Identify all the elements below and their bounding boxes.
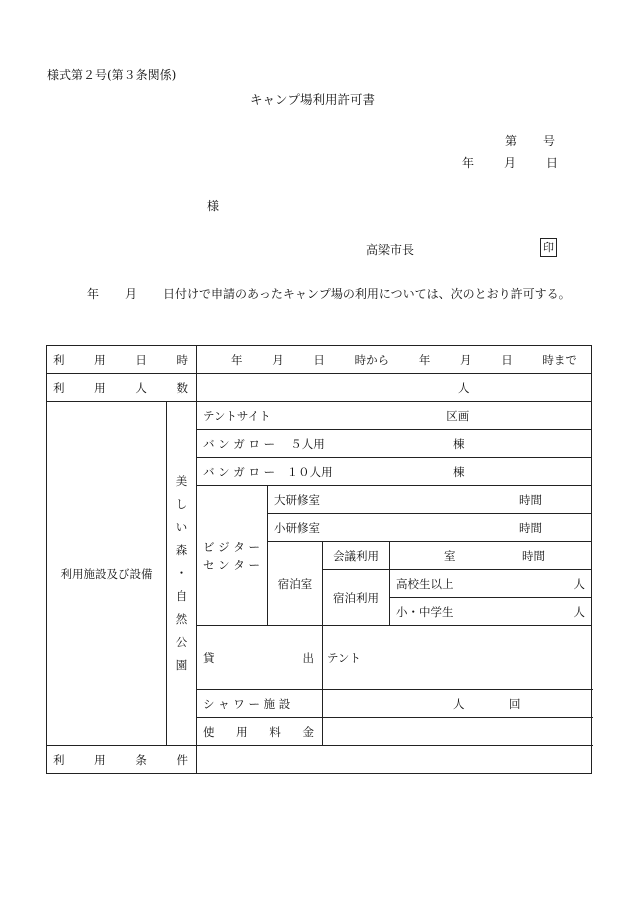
addressee-suffix: 様: [207, 199, 220, 213]
shower-people-unit: 人: [453, 696, 465, 711]
elementary-unit: 人: [573, 604, 585, 619]
document-number-line: [505, 132, 555, 149]
statement-month: 月: [125, 287, 138, 301]
tent-site-label: テントサイト: [203, 408, 271, 423]
shower-value[interactable]: [323, 690, 592, 718]
elementary-cell[interactable]: [390, 598, 592, 626]
elementary-label: 小・中学生: [396, 604, 454, 619]
large-room-unit: 時間: [519, 492, 542, 507]
statement-text: 日付けで申請のあったキャンプ場の利用については、次のとおり許可する。: [163, 287, 571, 301]
high-school-cell[interactable]: [390, 570, 592, 598]
row-conditions: [47, 746, 592, 774]
rental-item-cell[interactable]: [323, 626, 592, 690]
issuer-name: 高梁市長: [366, 243, 415, 257]
shower-times-unit: 回: [509, 696, 521, 711]
permission-statement: [47, 283, 592, 306]
bungalow-10-cell[interactable]: [197, 458, 592, 486]
issue-date-line: [462, 154, 558, 171]
row-user-count: [47, 374, 592, 402]
date-year: 年: [462, 156, 475, 170]
label-usage-datetime: 利 用 日 時: [47, 346, 197, 374]
seal-mark: 印: [540, 238, 557, 257]
form-number: 様式第２号(第３条関係): [47, 68, 177, 82]
date-month: 月: [504, 156, 517, 170]
small-room-label: 小研修室: [274, 520, 320, 535]
number-suffix: 号: [543, 134, 556, 148]
bungalow-5-cell[interactable]: [197, 430, 592, 458]
large-room-label: 大研修室: [274, 492, 320, 507]
rental-item: テント: [327, 650, 361, 665]
bungalow-10-label: バ ン ガ ロ ー １０人用: [203, 464, 333, 479]
meeting-room-unit: 室: [444, 548, 456, 563]
meeting-use-label: 会議利用: [323, 542, 390, 570]
large-room-cell[interactable]: [268, 486, 592, 514]
value-conditions[interactable]: [197, 746, 592, 774]
label-conditions: 利 用 条 件: [47, 746, 197, 774]
tent-site-cell[interactable]: [197, 402, 592, 430]
meeting-use-value[interactable]: [390, 542, 592, 570]
value-fee[interactable]: [323, 718, 592, 746]
number-prefix: 第: [505, 134, 518, 148]
park-name-vertical: 美 し い 森 ・ 自 然 公 園: [167, 402, 197, 746]
high-school-label: 高校生以上: [396, 576, 454, 591]
label-fee: 使 用 料 金: [197, 718, 323, 746]
value-user-count[interactable]: [197, 374, 592, 402]
label-user-count: 利 用 人 数: [47, 374, 197, 402]
label-facilities: 利用施設及び設備: [47, 402, 167, 746]
bungalow-5-unit: 棟: [453, 436, 465, 451]
shower-label: シ ャ ワ ー 施 設: [197, 690, 323, 718]
unit-people: 人: [458, 380, 470, 395]
permit-table: [46, 345, 592, 774]
row-usage-datetime: [47, 346, 592, 374]
row-tent-site: [47, 402, 592, 430]
value-usage-datetime[interactable]: 年 月 日 時から 年 月 日 時まで: [197, 346, 592, 374]
small-room-cell[interactable]: [268, 514, 592, 542]
bungalow-10-unit: 棟: [453, 464, 465, 479]
lodging-room-label: 宿泊室: [268, 542, 323, 626]
meeting-hours-unit: 時間: [522, 548, 545, 563]
bungalow-5-label: バ ン ガ ロ ー ５人用: [203, 436, 325, 451]
statement-year: 年: [87, 287, 100, 301]
tent-site-unit: 区画: [446, 408, 470, 423]
date-day: 日: [546, 156, 559, 170]
small-room-unit: 時間: [519, 520, 542, 535]
document-title: キャンプ場利用許可書: [250, 92, 376, 107]
rental-label: 貸 出: [197, 626, 323, 690]
visitor-center-label: ビ ジ タ ー セ ン タ ー: [197, 486, 268, 626]
stay-use-label: 宿泊利用: [323, 570, 390, 626]
high-school-unit: 人: [573, 576, 585, 591]
